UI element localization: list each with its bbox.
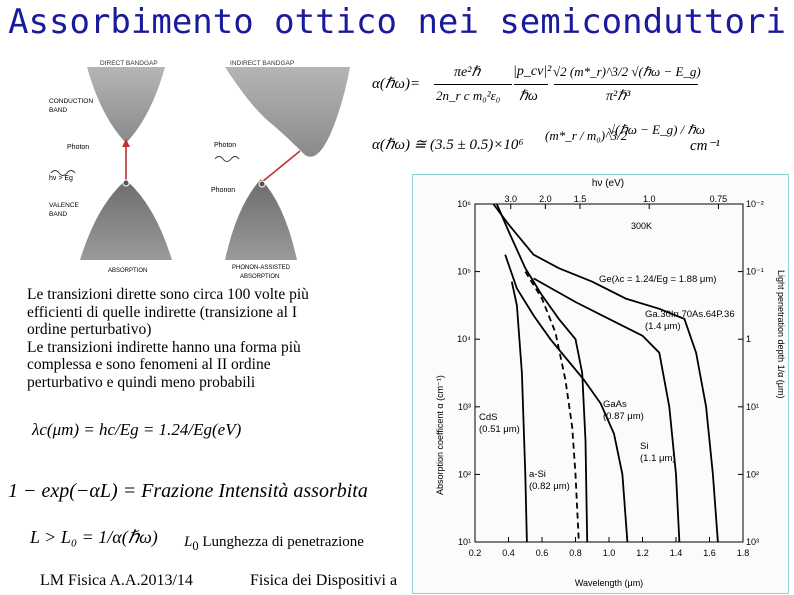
text-line: Le transizioni dirette sono circa 100 volte più <box>27 286 309 303</box>
y2-tick-label: 10⁻² <box>746 199 764 209</box>
y-tick-label: 10⁵ <box>457 266 471 277</box>
y2-tick-label: 10⁻¹ <box>746 266 764 277</box>
top-tick-label: 2.0 <box>539 194 552 204</box>
top-axis-label: hν (eV) <box>591 178 625 189</box>
band-label: BAND <box>49 107 68 114</box>
series-label: Si <box>640 441 649 452</box>
conduction-label: CONDUCTION <box>49 98 94 105</box>
penetration-formula: L > L₀ = 1/α(ℏω) <box>30 527 158 547</box>
alpha-formula-pi: π²ℏ³ <box>606 89 631 104</box>
top-tick-label: 0.75 <box>709 194 728 204</box>
fraction-bar-2 <box>514 84 548 85</box>
series-line <box>493 204 718 542</box>
band-diagrams-figure <box>25 55 370 285</box>
fraction-bar <box>434 84 512 85</box>
text-line: complessa e sono fenomeni al II ordine <box>27 356 271 373</box>
alpha-formula-num: πe²ℏ <box>454 65 481 80</box>
text-line: ordine perturbativo) <box>27 321 152 338</box>
y2-tick-label: 1 <box>746 334 752 345</box>
footer-subject: Fisica dei Dispositivi a <box>250 572 398 589</box>
top-tick-label: 3.0 <box>504 194 517 204</box>
indirect-header: INDIRECT BANDGAP <box>230 60 295 67</box>
phonon-label: Phonon <box>211 187 236 194</box>
page-title: Assorbimento ottico nei semiconduttori <box>8 2 786 42</box>
y2-tick-label: 10² <box>746 469 760 480</box>
series-label: Ge(λc = 1.24/Eg = 1.88 μm) <box>599 274 717 285</box>
l-subscript: 0 <box>192 539 199 553</box>
alpha-formula-sqrt: √2 (m*_r)^3/2 √(ℏω − E_g) <box>553 64 701 79</box>
alpha2-formula-unit: cm⁻¹ <box>690 138 720 154</box>
series-label: (0.87 μm) <box>603 411 644 422</box>
series-line <box>525 272 579 542</box>
band-label-2: BAND <box>49 211 68 218</box>
y2-tick-label: 10¹ <box>746 401 760 412</box>
direct-caption: ABSORPTION <box>108 268 148 274</box>
arrow-head-icon <box>122 139 130 147</box>
direct-valence-band <box>80 180 172 260</box>
alpha2-formula-mass: (m*_r / m₀)^3/2 <box>545 128 628 143</box>
x-tick-label: 1.8 <box>736 548 750 558</box>
y2-axis-label: Light penetration depth 1/α (μm) <box>776 270 786 399</box>
y-tick-label: 10³ <box>457 401 471 412</box>
text-line: perturbativo e quindi meno probabili <box>27 373 256 391</box>
absorption-chart <box>413 175 788 593</box>
top-tick-label: 1.0 <box>642 194 656 204</box>
alpha-formula-pcv: |p_cv|² <box>513 64 552 79</box>
series-label: a-Si <box>529 469 546 480</box>
indirect-caption-2: ABSORPTION <box>240 274 280 280</box>
alpha-formula-den: 2n_r c m₀²ε₀ <box>436 88 501 103</box>
l-symbol: L <box>184 534 193 550</box>
x-tick-label: 0.4 <box>502 548 515 558</box>
photon-condition: hν > Eg <box>49 175 73 182</box>
y-tick-label: 10² <box>457 469 471 480</box>
x-tick-label: 1.4 <box>669 548 683 558</box>
absorbed-fraction-formula: 1 − exp(−αL) = Frazione Intensità assorbita <box>8 480 368 502</box>
indirect-conduction-band <box>225 67 350 157</box>
alpha2-formula-lhs: α(ℏω) ≅ (3.5 ± 0.5)×10⁶ <box>372 137 524 153</box>
x-tick-label: 1.0 <box>602 548 616 558</box>
x-tick-label: 1.2 <box>636 548 649 558</box>
hole-icon <box>123 180 129 186</box>
alpha2-formula-root: √(ℏω − E_g) / ℏω <box>608 122 705 137</box>
series-label: (1.1 μm) <box>640 453 676 464</box>
indirect-valence-band <box>225 179 297 260</box>
text-line: Le transizioni indirette hanno una forma più <box>27 338 301 356</box>
y-tick-label: 10¹ <box>457 537 471 547</box>
alpha-formula-lhs: α(ℏω)= <box>372 76 421 92</box>
x-tick-label: 0.6 <box>535 548 549 558</box>
indirect-transition-arrow <box>262 151 300 182</box>
series-label: CdS <box>479 412 498 423</box>
direct-header: DIRECT BANDGAP <box>100 60 158 67</box>
series-label: (0.82 μm) <box>529 481 570 492</box>
series-label: Ga.30In.70As.64P.36 <box>645 309 735 320</box>
photon-wave-icon-2 <box>215 157 239 162</box>
y-tick-label: 10⁶ <box>457 199 471 209</box>
y-axis-label: Absorption coefficent α (cm⁻¹) <box>435 375 445 495</box>
alpha-formula-over: ℏω <box>519 89 538 104</box>
x-tick-label: 0.2 <box>468 548 482 558</box>
top-tick-label: 1.5 <box>573 194 587 204</box>
series-label: (1.4 μm) <box>645 321 681 332</box>
series-label: (0.51 μm) <box>479 424 520 435</box>
direct-conduction-band <box>87 67 165 143</box>
valence-label: VALENCE <box>49 202 79 209</box>
x-tick-label: 0.8 <box>569 548 582 558</box>
temperature-annotation: 300K <box>631 221 653 231</box>
penetration-label <box>184 534 364 554</box>
lambda-c-formula: λc(μm) = hc/Eg = 1.24/Eg(eV) <box>32 420 242 439</box>
photon-label: Photon <box>67 144 90 151</box>
fraction-bar-3 <box>554 84 698 85</box>
indirect-caption: PHONON-ASSISTED <box>232 265 291 271</box>
x-axis-label: Wavelength (μm) <box>574 578 644 588</box>
penetration-text: Lunghezza di penetrazione <box>198 534 364 550</box>
y2-tick-label: 10³ <box>746 537 760 547</box>
series-line <box>512 282 527 542</box>
x-tick-label: 1.6 <box>703 548 716 558</box>
y-tick-label: 10⁴ <box>457 334 471 345</box>
indirect-photon-label: Photon <box>214 142 237 149</box>
series-label: GaAs <box>603 399 627 410</box>
hole-icon-2 <box>259 181 265 187</box>
transitions-text <box>27 286 367 391</box>
plot-area <box>475 204 743 542</box>
footer-course: LM Fisica A.A.2013/14 <box>40 572 193 589</box>
text-line: efficienti di quelle indirette (transizione al I <box>27 303 297 321</box>
